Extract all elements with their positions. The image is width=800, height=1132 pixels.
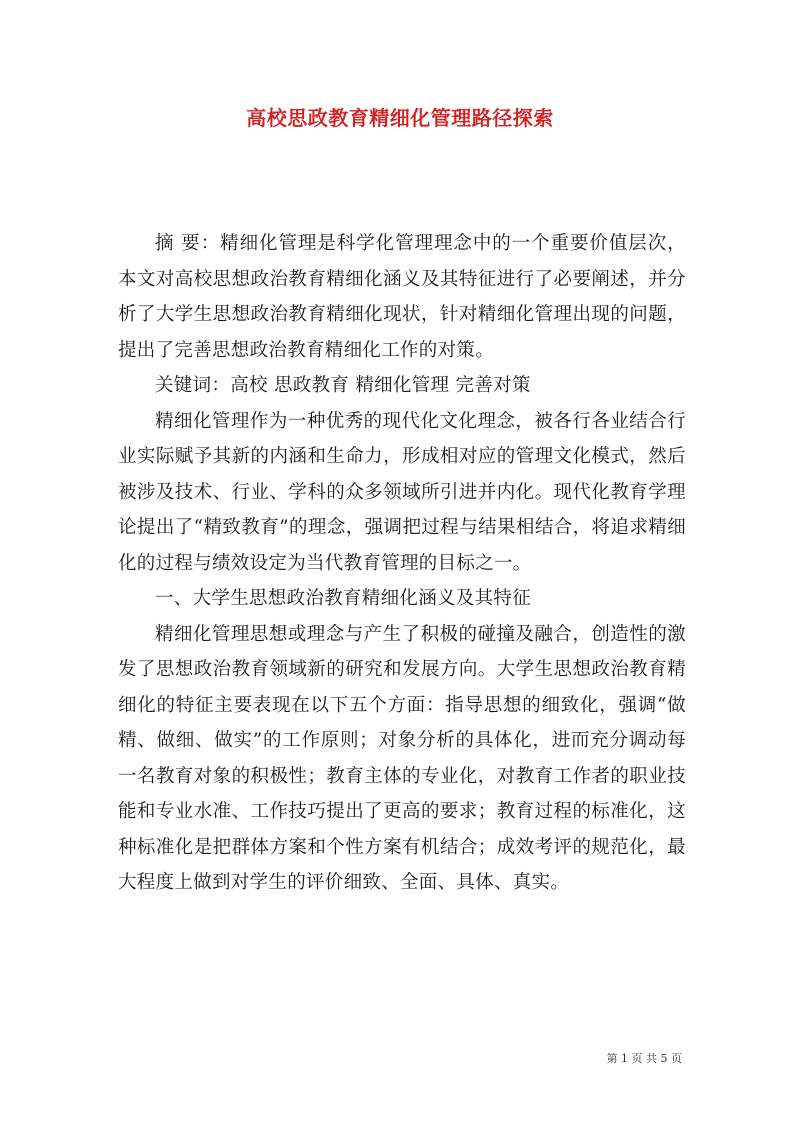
- page-number: 第 1 页 共 5 页: [606, 1052, 682, 1065]
- document-body: [118, 226, 686, 901]
- intro-paragraph: 精细化管理作为一种优秀的现代化文化理念，被各行各业结合行业实际赋予其新的内涵和生命力，形成相对应的管理文化模式，然后被涉及技术、行业、学科的众多领域所引进并内化。现代化教育学理论提出了“精致教育”的理念，强调把过程与结果相结合，将追求精细化的过程与绩效设定为当代教育管理的目标之一。: [118, 410, 686, 574]
- document-title: 高校思政教育精细化管理路径探索: [246, 106, 554, 130]
- abstract-paragraph: 摘 要：精细化管理是科学化管理理念中的一个重要价值层次，本文对高校思想政治教育精细化涵义及其特征进行了必要阐述，并分析了大学生思想政治教育精细化现状，针对精细化管理出现的问题，提出了完善思想政治教育精细化工作的对策。: [118, 233, 686, 361]
- keywords-paragraph: 关键词：高校 思政教育 精细化管理 完善对策: [155, 375, 531, 396]
- section-paragraph: 精细化管理思想或理念与产生了积极的碰撞及融合，创造性的激发了思想政治教育领域新的研究和发展方向。大学生思想政治教育精细化的特征主要表现在以下五个方面：指导思想的细致化，强调“做精、做细、做实”的工作原则；对象分析的具体化，进而充分调动每一名教育对象的积极性；教育主体的专业化，对教育工作者的职业技能和专业水准、工作技巧提出了更高的要求；教育过程的标准化，这种标准化是把群体方案和个性方案有机结合；成效考评的规范化，最大程度上做到对学生的评价细致、全面、具体、真实。: [118, 623, 686, 893]
- section-heading: 一、大学生思想政治教育精细化涵义及其特征: [155, 588, 532, 609]
